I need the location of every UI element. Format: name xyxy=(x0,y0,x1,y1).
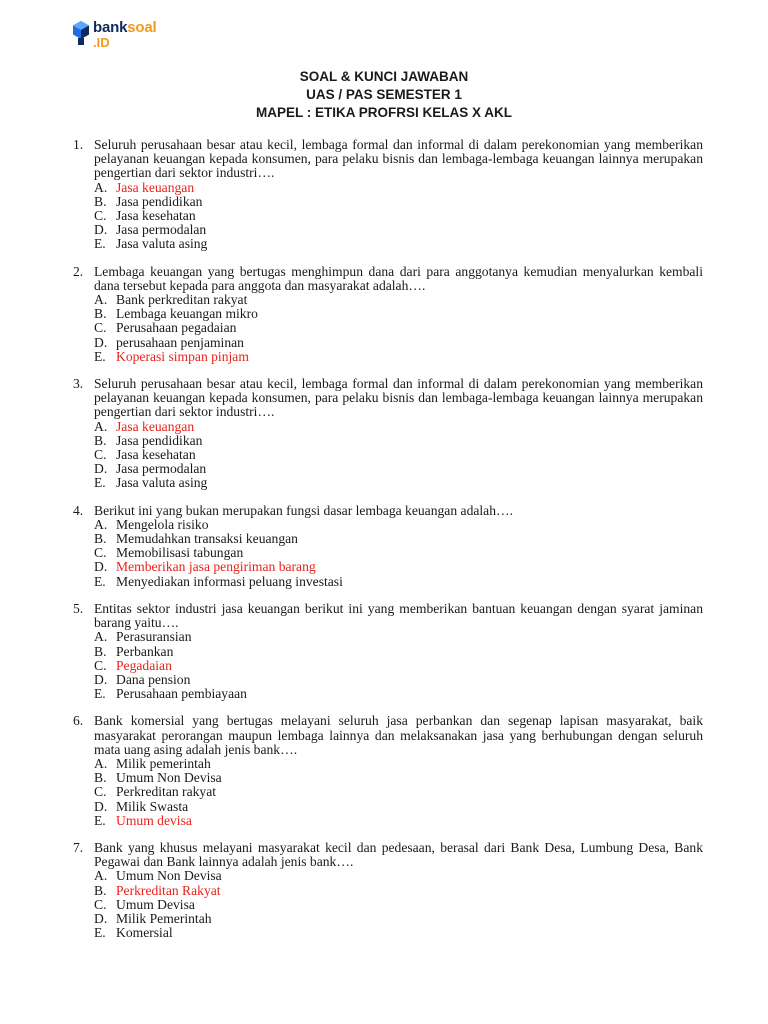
option-letter: B. xyxy=(94,306,107,322)
answer-option xyxy=(94,926,703,940)
logo-brand-main: bank xyxy=(93,19,128,36)
option-text: Perkreditan Rakyat xyxy=(116,882,221,898)
answer-option-correct xyxy=(94,181,703,195)
question-row xyxy=(73,265,703,293)
question-number: 1. xyxy=(73,137,84,152)
question-item xyxy=(73,138,703,252)
option-letter: E. xyxy=(94,573,106,589)
option-text: Umum devisa xyxy=(116,812,192,828)
question-item xyxy=(73,265,703,364)
option-text: Pegadaian xyxy=(116,657,172,673)
option-text: Menyediakan informasi peluang investasi xyxy=(116,573,343,589)
answer-option xyxy=(94,546,703,560)
answer-option xyxy=(94,518,703,532)
option-text: Memudahkan transaksi keuangan xyxy=(116,531,298,547)
answer-option xyxy=(94,448,703,462)
question-number: 6. xyxy=(73,713,84,729)
option-text: Perbankan xyxy=(116,643,174,659)
answer-option xyxy=(94,673,703,687)
option-letter: D. xyxy=(94,910,108,926)
question-text: Bank yang khusus melayani masyarakat kecil dan pedesaan, berasal dari Bank Desa, Lumbung Desa, Bank Pegawai dan Bank lainnya adalah jenis bank…. xyxy=(94,839,703,870)
option-letter: A. xyxy=(94,292,108,308)
option-letter: E. xyxy=(94,475,106,491)
option-text: Memberikan jasa pengiriman barang xyxy=(116,559,316,575)
option-text: Jasa valuta asing xyxy=(116,236,208,252)
logo-brand-accent: soal xyxy=(127,19,157,36)
answer-option xyxy=(94,869,703,883)
option-letter: D. xyxy=(94,334,108,350)
option-text: Milik Pemerintah xyxy=(116,910,212,926)
answer-option xyxy=(94,434,703,448)
answer-option xyxy=(94,476,703,490)
option-text: Jasa kesehatan xyxy=(116,447,196,463)
option-letter: C. xyxy=(94,657,107,673)
option-letter: D. xyxy=(94,461,108,477)
option-letter: B. xyxy=(94,432,107,448)
logo-id-text: .ID xyxy=(93,35,110,50)
answer-option xyxy=(94,687,703,701)
question-text: Seluruh perusahaan besar atau kecil, lembaga formal dan informal di dalam perekonomian yang memberikan pelayanan keuangan kepada konsumen, para pelaku bisnis dan lembaga-lembaga keuangan lainnya merupakan pengertian dari sektor industri…. xyxy=(94,137,703,181)
question-item xyxy=(73,377,703,491)
answer-option xyxy=(94,575,703,589)
question-number: 5. xyxy=(73,600,84,616)
answer-option xyxy=(94,912,703,926)
option-letter: A. xyxy=(94,755,108,771)
option-letter: E. xyxy=(94,236,106,252)
option-text: perusahaan penjaminan xyxy=(116,334,244,350)
option-text: Koperasi simpan pinjam xyxy=(116,348,249,364)
banksoal-logo-icon xyxy=(72,20,90,46)
option-text: Dana pension xyxy=(116,671,191,687)
option-text: Milik Swasta xyxy=(116,798,189,814)
option-letter: E. xyxy=(94,348,106,364)
answer-option-correct xyxy=(94,350,703,364)
answer-option-correct xyxy=(94,560,703,574)
option-text: Komersial xyxy=(116,925,173,941)
question-item xyxy=(73,841,703,940)
option-text: Perasuransian xyxy=(116,629,192,645)
option-text: Milik pemerintah xyxy=(116,755,211,771)
option-text: Umum Devisa xyxy=(116,896,195,912)
option-letter: C. xyxy=(94,545,107,561)
option-letter: D. xyxy=(94,559,108,575)
question-item xyxy=(73,602,703,701)
option-letter: D. xyxy=(94,222,108,238)
answer-option xyxy=(94,336,703,350)
question-text: Entitas sektor industri jasa keuangan berikut ini yang memberikan bantuan keuangan dengan syarat jaminan barang yaitu…. xyxy=(94,600,703,631)
answer-option xyxy=(94,898,703,912)
option-letter: D. xyxy=(94,671,108,687)
question-row xyxy=(73,841,703,869)
option-list xyxy=(94,518,703,589)
option-text: Jasa valuta asing xyxy=(116,475,208,491)
question-text: Lembaga keuangan yang bertugas menghimpun dana dari para anggotanya kemudian menyalurkan kembali dana tersebut kepada para anggota dan masyarakat adalah…. xyxy=(94,263,703,293)
answer-option xyxy=(94,293,703,307)
answer-option xyxy=(94,237,703,251)
option-text: Perkreditan rakyat xyxy=(116,784,217,800)
question-number: 2. xyxy=(73,263,84,279)
question-row xyxy=(73,504,703,518)
option-letter: C. xyxy=(94,784,107,800)
option-text: Umum Non Devisa xyxy=(116,770,222,786)
question-number: 7. xyxy=(73,839,84,855)
option-letter: D. xyxy=(94,798,108,814)
option-letter: A. xyxy=(94,629,108,645)
option-letter: A. xyxy=(94,179,108,195)
banksoal-logo xyxy=(72,20,156,49)
option-list xyxy=(94,293,703,364)
option-letter: E. xyxy=(94,925,106,941)
option-text: Perusahaan pembiayaan xyxy=(116,686,247,702)
header-subject: MAPEL : ETIKA PROFRSI KELAS X AKL xyxy=(255,105,512,120)
option-letter: B. xyxy=(94,643,107,659)
option-letter: E. xyxy=(94,812,106,828)
option-letter: A. xyxy=(94,868,108,884)
option-letter: A. xyxy=(94,516,108,532)
answer-option-correct xyxy=(94,884,703,898)
answer-option xyxy=(94,757,703,771)
question-text: Berikut ini yang bukan merupakan fungsi dasar lembaga keuangan adalah…. xyxy=(94,502,514,518)
answer-option xyxy=(94,462,703,476)
option-text: Memobilisasi tabungan xyxy=(116,545,244,561)
question-list xyxy=(73,138,703,953)
option-text: Lembaga keuangan mikro xyxy=(116,306,258,322)
header-semester: UAS / PAS SEMESTER 1 xyxy=(306,87,462,102)
answer-option xyxy=(94,630,703,644)
option-letter: C. xyxy=(94,896,107,912)
question-item xyxy=(73,714,703,828)
header-title: SOAL & KUNCI JAWABAN xyxy=(299,69,469,84)
question-number: 3. xyxy=(73,376,84,392)
question-number: 4. xyxy=(73,502,84,518)
option-list xyxy=(94,757,703,828)
answer-option xyxy=(94,223,703,237)
option-text: Umum Non Devisa xyxy=(116,868,222,884)
option-letter: C. xyxy=(94,208,107,224)
question-item xyxy=(73,504,703,589)
option-text: Perusahaan pegadaian xyxy=(116,320,237,336)
answer-option-correct xyxy=(94,420,703,434)
answer-option xyxy=(94,307,703,321)
option-text: Mengelola risiko xyxy=(116,516,209,532)
answer-option xyxy=(94,209,703,223)
answer-option xyxy=(94,532,703,546)
answer-option xyxy=(94,645,703,659)
question-row xyxy=(73,602,703,630)
option-letter: B. xyxy=(94,531,107,547)
answer-option xyxy=(94,195,703,209)
option-letter: B. xyxy=(94,770,107,786)
option-text: Jasa pendidikan xyxy=(116,432,203,448)
option-text: Bank perkreditan rakyat xyxy=(116,292,248,308)
option-letter: E. xyxy=(94,686,106,702)
option-list xyxy=(94,869,703,940)
logo-brand-text xyxy=(93,20,156,35)
option-letter: B. xyxy=(94,882,107,898)
answer-option xyxy=(94,771,703,785)
question-text: Seluruh perusahaan besar atau kecil, lembaga formal dan informal di dalam perekonomian yang memberikan pelayanan keuangan kepada konsumen, para pelaku bisnis dan lembaga-lembaga keuangan lainnya merupakan pengertian dari sektor industri…. xyxy=(94,376,703,420)
option-letter: C. xyxy=(94,447,107,463)
answer-option xyxy=(94,785,703,799)
option-list xyxy=(94,181,703,252)
question-row xyxy=(73,377,703,420)
answer-option xyxy=(94,321,703,335)
answer-option xyxy=(94,800,703,814)
option-letter: B. xyxy=(94,193,107,209)
option-text: Jasa keuangan xyxy=(116,418,195,434)
document-header xyxy=(0,68,768,122)
answer-option-correct xyxy=(94,814,703,828)
option-text: Jasa kesehatan xyxy=(116,208,196,224)
option-letter: C. xyxy=(94,320,107,336)
question-row xyxy=(73,138,703,181)
option-text: Jasa permodalan xyxy=(116,222,207,238)
option-list xyxy=(94,420,703,491)
answer-option-correct xyxy=(94,659,703,673)
option-text: Jasa permodalan xyxy=(116,461,207,477)
option-text: Jasa pendidikan xyxy=(116,193,203,209)
option-text: Jasa keuangan xyxy=(116,179,195,195)
question-row xyxy=(73,714,703,757)
option-list xyxy=(94,630,703,701)
question-text: Bank komersial yang bertugas melayani seluruh jasa perbankan dan segenap lapisan masyarakat, baik masyarakat perorangan maupun lembaga lainnya dan melaksanakan jasa yang berhubungan dengan seluruh mata uang asing adalah jenis bank…. xyxy=(94,713,703,757)
option-letter: A. xyxy=(94,418,108,434)
